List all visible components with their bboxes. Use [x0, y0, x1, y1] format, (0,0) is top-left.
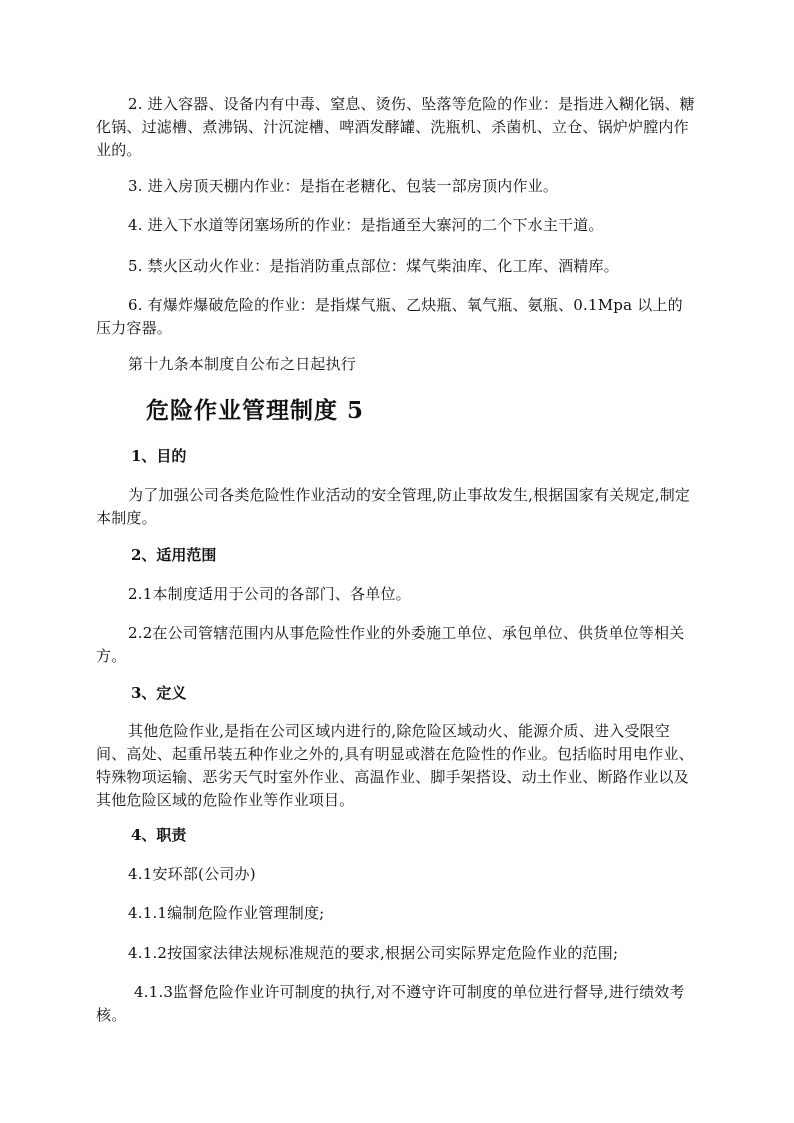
- document-title: 危险作业管理制度 5: [146, 397, 365, 424]
- item-6-paragraph: 6. 有爆炸爆破危险的作业：是指煤气瓶、乙炔瓶、氧气瓶、氨瓶、0.1Mpa 以上的压力容器。: [96, 296, 683, 337]
- section-2-item-1: 2.1本制度适用于公司的各部门、各单位。: [128, 585, 411, 603]
- section-3-heading: 3、定义: [131, 684, 187, 702]
- section-3-body: 其他危险作业,是指在公司区域内进行的,除危险区域动火、能源介质、进入受限空间、高处、起重吊装五种作业之外的,具有明显或潜在危险性的作业。包括临时用电作业、特殊物项运输、恶劣天气时室外作业、高温作业、脚手架搭设、动土作业、断路作业以及其他危险区域的危险作业等作业项目。: [96, 722, 694, 809]
- section-4-item-4-1-3: 4.1.3监督危险作业许可制度的执行,对不遵守许可制度的单位进行督导,进行绩效考核。: [96, 983, 685, 1024]
- section-2-item-2: 2.2在公司管辖范围内从事危险性作业的外委施工单位、承包单位、供货单位等相关方。: [96, 624, 685, 665]
- item-4-paragraph: 4. 进入下水道等闭塞场所的作业：是指通至大寨河的二个下水主干道。: [128, 216, 604, 234]
- section-2-heading: 2、适用范围: [131, 546, 217, 564]
- section-4-heading: 4、职责: [131, 826, 187, 844]
- section-4-item-4-1-2: 4.1.2按国家法律法规标准规范的要求,根据公司实际界定危险作业的范围;: [128, 944, 619, 962]
- section-4-item-4-1-1: 4.1.1编制危险作业管理制度;: [128, 904, 325, 922]
- item-5-paragraph: 5. 禁火区动火作业：是指消防重点部位：煤气柴油库、化工库、酒精库。: [128, 257, 619, 275]
- item-2-paragraph: 2. 进入容器、设备内有中毒、窒息、烫伤、坠落等危险的作业：是指进入糊化锅、糖化锅、过滤槽、煮沸锅、汁沉淀槽、啤酒发酵罐、洗瓶机、杀菌机、立仓、锅炉炉膛内作业的。: [96, 95, 695, 159]
- section-1-body: 为了加强公司各类危险性作业活动的安全管理,防止事故发生,根据国家有关规定,制定本制度。: [96, 486, 691, 527]
- article-19-paragraph: 第十九条本制度自公布之日起执行: [128, 355, 357, 373]
- item-3-paragraph: 3. 进入房顶天棚内作业：是指在老糖化、包装一部房顶内作业。: [128, 177, 559, 195]
- section-1-heading: 1、目的: [131, 447, 187, 465]
- section-4-item-4-1: 4.1安环部(公司办): [128, 865, 256, 883]
